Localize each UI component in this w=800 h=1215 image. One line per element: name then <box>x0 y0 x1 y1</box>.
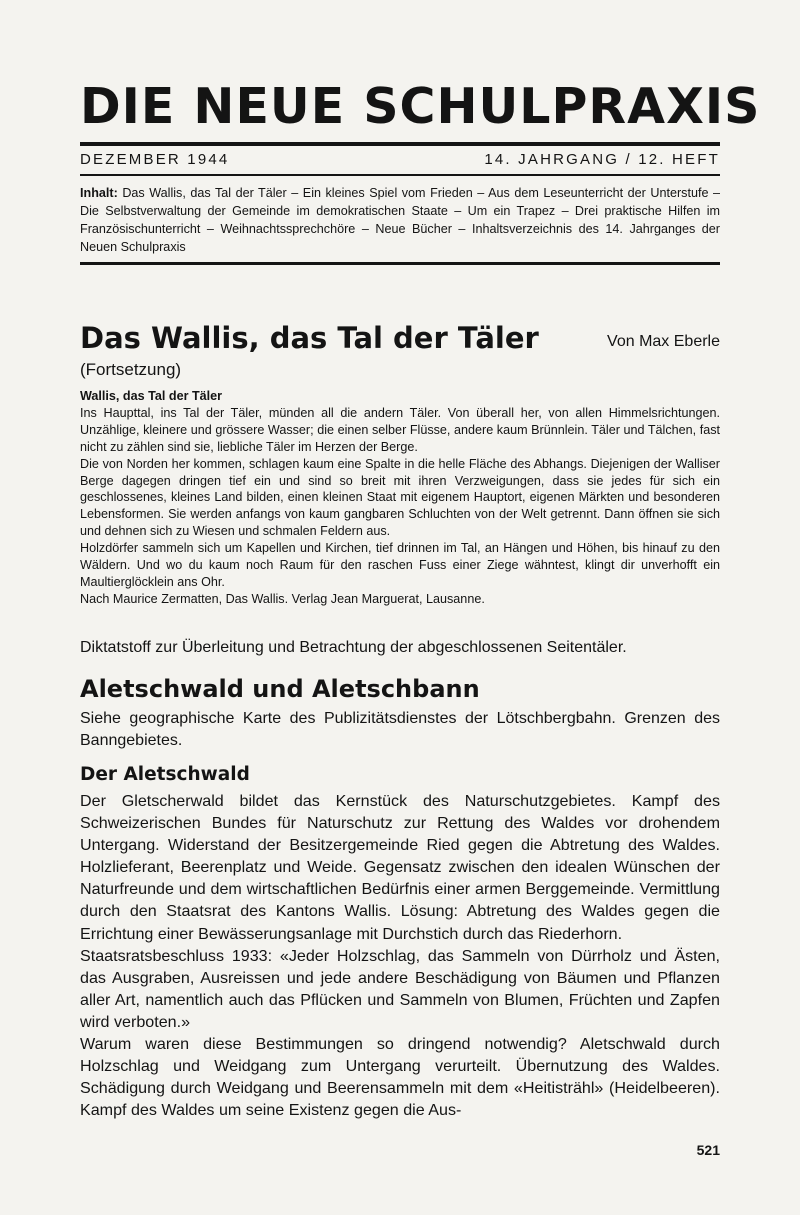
article-byline: Von Max Eberle <box>607 333 720 350</box>
dictation-note: Diktatstoff zur Überleitung und Betrachtung der abgeschlossenen Seitentäler. <box>80 639 627 656</box>
subsection-body <box>80 790 720 1121</box>
journal-masthead: DIE NEUE SCHULPRAXIS <box>80 78 761 135</box>
section-heading: Aletschwald und Aletschbann <box>80 675 480 703</box>
excerpt-paragraph: Holzdörfer sammeln sich um Kapellen und Kirchen, tief drinnen im Tal, an Hängen und Höhen, bis hinauf zu den Wäldern. Und wo du kaum noch Raum für den raschen Fuss einer Ziege wähntest, klingt dir unverhofft ein Maultierglöcklein ans Ohr. <box>80 541 720 589</box>
issue-date: DEZEMBER 1944 <box>80 151 230 168</box>
body-paragraph: Der Gletscherwald bildet das Kernstück des Naturschutzgebietes. Kampf des Schweizerischen Bundes für Naturschutz zur Rettung des Waldes vor drohendem Untergang. Widerstand der Besitzergemeinde Ried gegen die Abtretung des Waldes. Holzlieferant, Beerenplatz und Weide. Gegensatz zwischen den idealen Wünschen der Naturfreunde und dem wirtschaftlichen Bedürfnis einer armen Berggemeinde. Vermittlung durch den Staatsrat des Kantons Wallis. Lösung: Abtretung des Waldes gegen die Errichtung einer Bewässerungsanlage mit Durchstich durch das Riederhorn. <box>80 792 720 943</box>
issue-rule <box>80 174 720 176</box>
article-title: Das Wallis, das Tal der Täler <box>80 321 539 355</box>
issue-number: 14. JAHRGANG / 12. HEFT <box>484 151 720 168</box>
article-subtitle: (Fortsetzung) <box>80 360 182 379</box>
table-of-contents <box>80 184 720 256</box>
contents-rule <box>80 262 720 265</box>
excerpt-paragraph: Die von Norden her kommen, schlagen kaum eine Spalte in die helle Fläche des Abhangs. Diejenigen der Walliser Berge dagegen dringen tief ein und sind so breit mit ihren Verzweigungen, dass sie jedes für sich ein geschlossenes, kleines Land bilden, einen kleinen Staat mit eigenem Hauptort, eigenen Märkten und besonderen Lebensformen. Sie werden anfangs von kaum gangbaren Schluchten von der Welt getrennt. Dann öffnen sie sich und dehnen sich zu Wiesen und schmalen Feldern aus. <box>80 456 720 539</box>
contents-label: Inhalt: <box>80 186 118 200</box>
reading-excerpt <box>80 388 720 608</box>
section-intro: Siehe geographische Karte des Publizitätsdienstes der Lötschbergbahn. Grenzen des Banngebietes. <box>80 710 720 749</box>
issue-line <box>80 150 720 170</box>
subsection-heading: Der Aletschwald <box>80 764 250 785</box>
body-paragraph: Staatsratsbeschluss 1933: «Jeder Holzschlag, das Sammeln von Dürrholz und Ästen, das Ausgraben, Ausreissen und jede andere Beschädigung von Bäumen und Pflanzen aller Art, namentlich auch das Pflücken und Sammeln von Blumen, Früchten und Zapfen wird verboten.» <box>80 946 720 1031</box>
body-paragraph: Warum waren diese Bestimmungen so dringend notwendig? Aletschwald durch Holzschlag und Weidgang zum Untergang verurteilt. Übernutzung des Waldes. Schädigung durch Weidgang und Beerensammeln mit dem «Heitisträhl» (Heidelbeeren). Kampf des Waldes um seine Existenz gegen die Aus- <box>80 1035 720 1120</box>
contents-text: Das Wallis, das Tal der Täler – Ein kleines Spiel vom Frieden – Aus dem Leseunterricht der Unterstufe – Die Selbstverwaltung der Gemeinde im demokratischen Staate – Um ein Trapez – Drei praktische Hilfen im Französischunterricht – Weihnachtssprechchöre – Neue Bücher – Inhaltsverzeichnis des 14. Jahrganges der Neuen Schulpraxis <box>80 186 721 254</box>
masthead-rule <box>80 142 720 146</box>
page-number: 521 <box>696 1142 720 1158</box>
excerpt-paragraph: Ins Haupttal, ins Tal der Täler, münden all die andern Täler. Von überall her, von allen Himmelsrichtungen. Unzählige, kleinere und grössere Wasser; die einen selber Flüsse, andere kaum Brünnlein. Täler und Tälchen, fast nicht zu zählen sind sie, liebliche Täler im Herzen der Berge. <box>80 405 720 454</box>
excerpt-heading: Wallis, das Tal der Täler <box>80 389 223 403</box>
excerpt-source: Nach Maurice Zermatten, Das Wallis. Verlag Jean Marguerat, Lausanne. <box>80 591 485 606</box>
